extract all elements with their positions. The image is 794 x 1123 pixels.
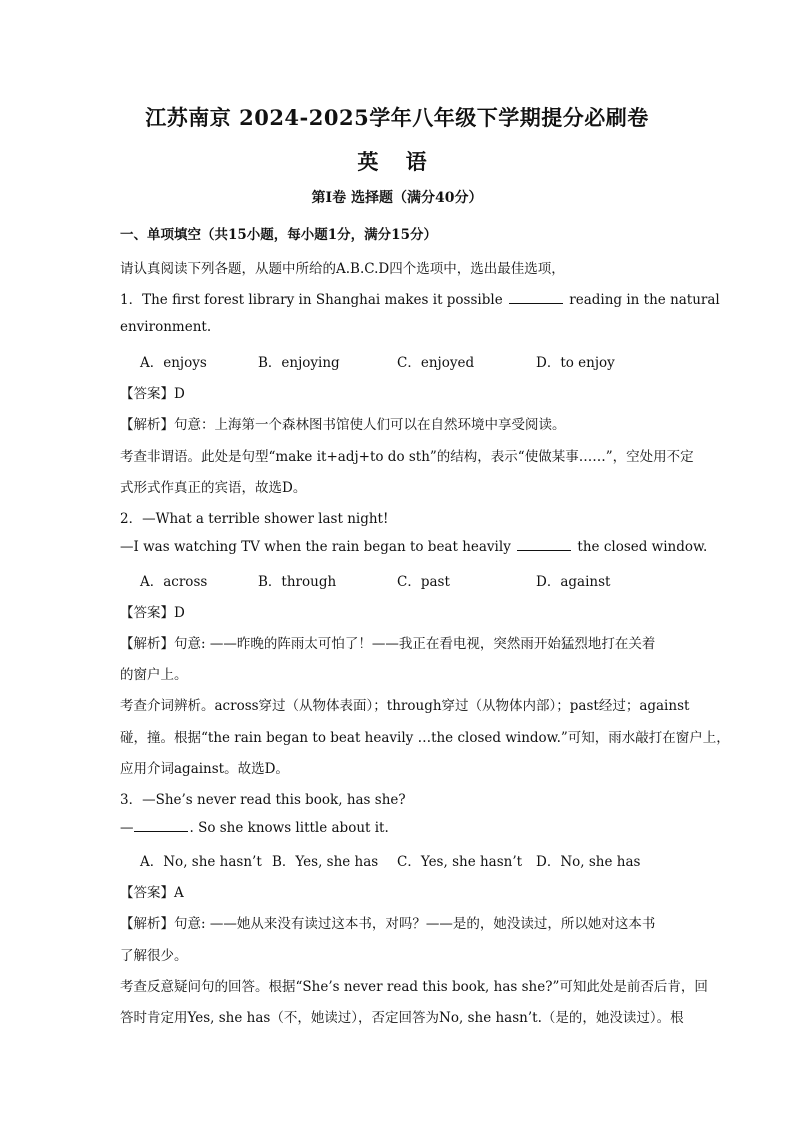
q1-answer: 【答案】D [120,386,185,402]
q3-stem-line-1: 3．—She’s never read this book, has she? [120,792,406,808]
q3-answer: 【答案】A [120,885,184,901]
q3-option-d: D．No, she has [536,854,641,870]
q3-option-c: C．Yes, she hasn’t [397,854,523,870]
q1-explanation-3: 式形式作真正的宾语，故选D。 [120,480,307,496]
part-heading: 第Ⅰ卷 选择题（满分40分） [311,190,483,206]
q1-explanation-1: 【解析】句意：上海第一个森林图书馆使人们可以在自然环境中享受阅读。 [120,417,566,433]
q1-stem-part-a: 1．The first forest library in Shanghai makes it possible [120,292,503,308]
subject-heading: 英 语 [357,149,437,174]
q3-stem-part-c: . So she knows little about it. [189,820,389,836]
q3-blank [134,819,188,832]
document-title: 江苏南京 2024-2025学年八年级下学期提分必刷卷 [145,105,649,130]
q1-option-c: C．enjoyed [397,355,475,371]
q2-explanation-2: 的窗户上。 [120,667,188,683]
q2-answer: 【答案】D [120,605,185,621]
q3-explanation-2: 了解很少。 [120,948,188,964]
q2-explanation-4: 碰，撞。根据“the rain began to beat heavily …the closed window.”可知，雨水敲打在窗户上， [120,730,730,746]
q3-explanation-4: 答时肯定用Yes, she has（不，她读过），否定回答为No, she hasn’t.（是的，她没读过）。根 [120,1010,684,1026]
q1-option-a: A．enjoys [140,355,207,371]
q3-dash: — [120,820,134,836]
q1-explanation-2: 考查非谓语。此处是句型“make it+adj+to do sth”的结构，表示“使做某事……”，空处用不定 [120,449,694,465]
q2-option-b: B．through [258,574,337,590]
q3-explanation-1: 【解析】句意: ——她从来没有读过这本书，对吗？——是的，她没读过，所以她对这本书 [120,916,656,932]
q2-option-d: D．against [536,574,611,590]
q3-option-b: B．Yes, she has [272,854,379,870]
q2-option-c: C．past [397,574,450,590]
q2-blank [517,538,571,551]
instruction-text: 请认真阅读下列各题，从题中所给的A.B.C.D四个选项中，选出最佳选项， [120,261,565,277]
q3-option-a: A．No, she hasn’t [140,854,262,870]
q1-option-b: B．enjoying [258,355,340,371]
q3-stem-line-2 [120,819,389,836]
q2-stem-part-c: the closed window. [577,539,708,555]
q2-option-a: A．across [140,574,208,590]
q2-stem-part-b: —I was watching TV when the rain began to beat heavily [120,539,511,555]
section-heading: 一、单项填空（共15小题，每小题1分，满分15分） [120,227,437,243]
q1-stem [120,288,720,308]
q1-option-d: D．to enjoy [536,355,615,371]
q3-explanation-3: 考查反意疑问句的回答。根据“She’s never read this book, has she?”可知此处是前否后肯，回 [120,979,708,995]
q1-blank [509,291,563,304]
q1-stem-part-b: reading in the natural [569,292,720,308]
q2-explanation-5: 应用介词against。故选D。 [120,761,289,777]
q2-stem-line-2 [120,538,707,555]
q2-stem-line-1: 2．—What a terrible shower last night! [120,511,389,527]
q2-explanation-1: 【解析】句意: ——昨晚的阵雨太可怕了！——我正在看电视，突然雨开始猛烈地打在关着 [120,636,656,652]
q1-stem-continued: environment. [120,319,212,335]
q2-explanation-3: 考查介词辨析。across穿过（从物体表面）；through穿过（从物体内部）；past经过；against [120,698,690,714]
